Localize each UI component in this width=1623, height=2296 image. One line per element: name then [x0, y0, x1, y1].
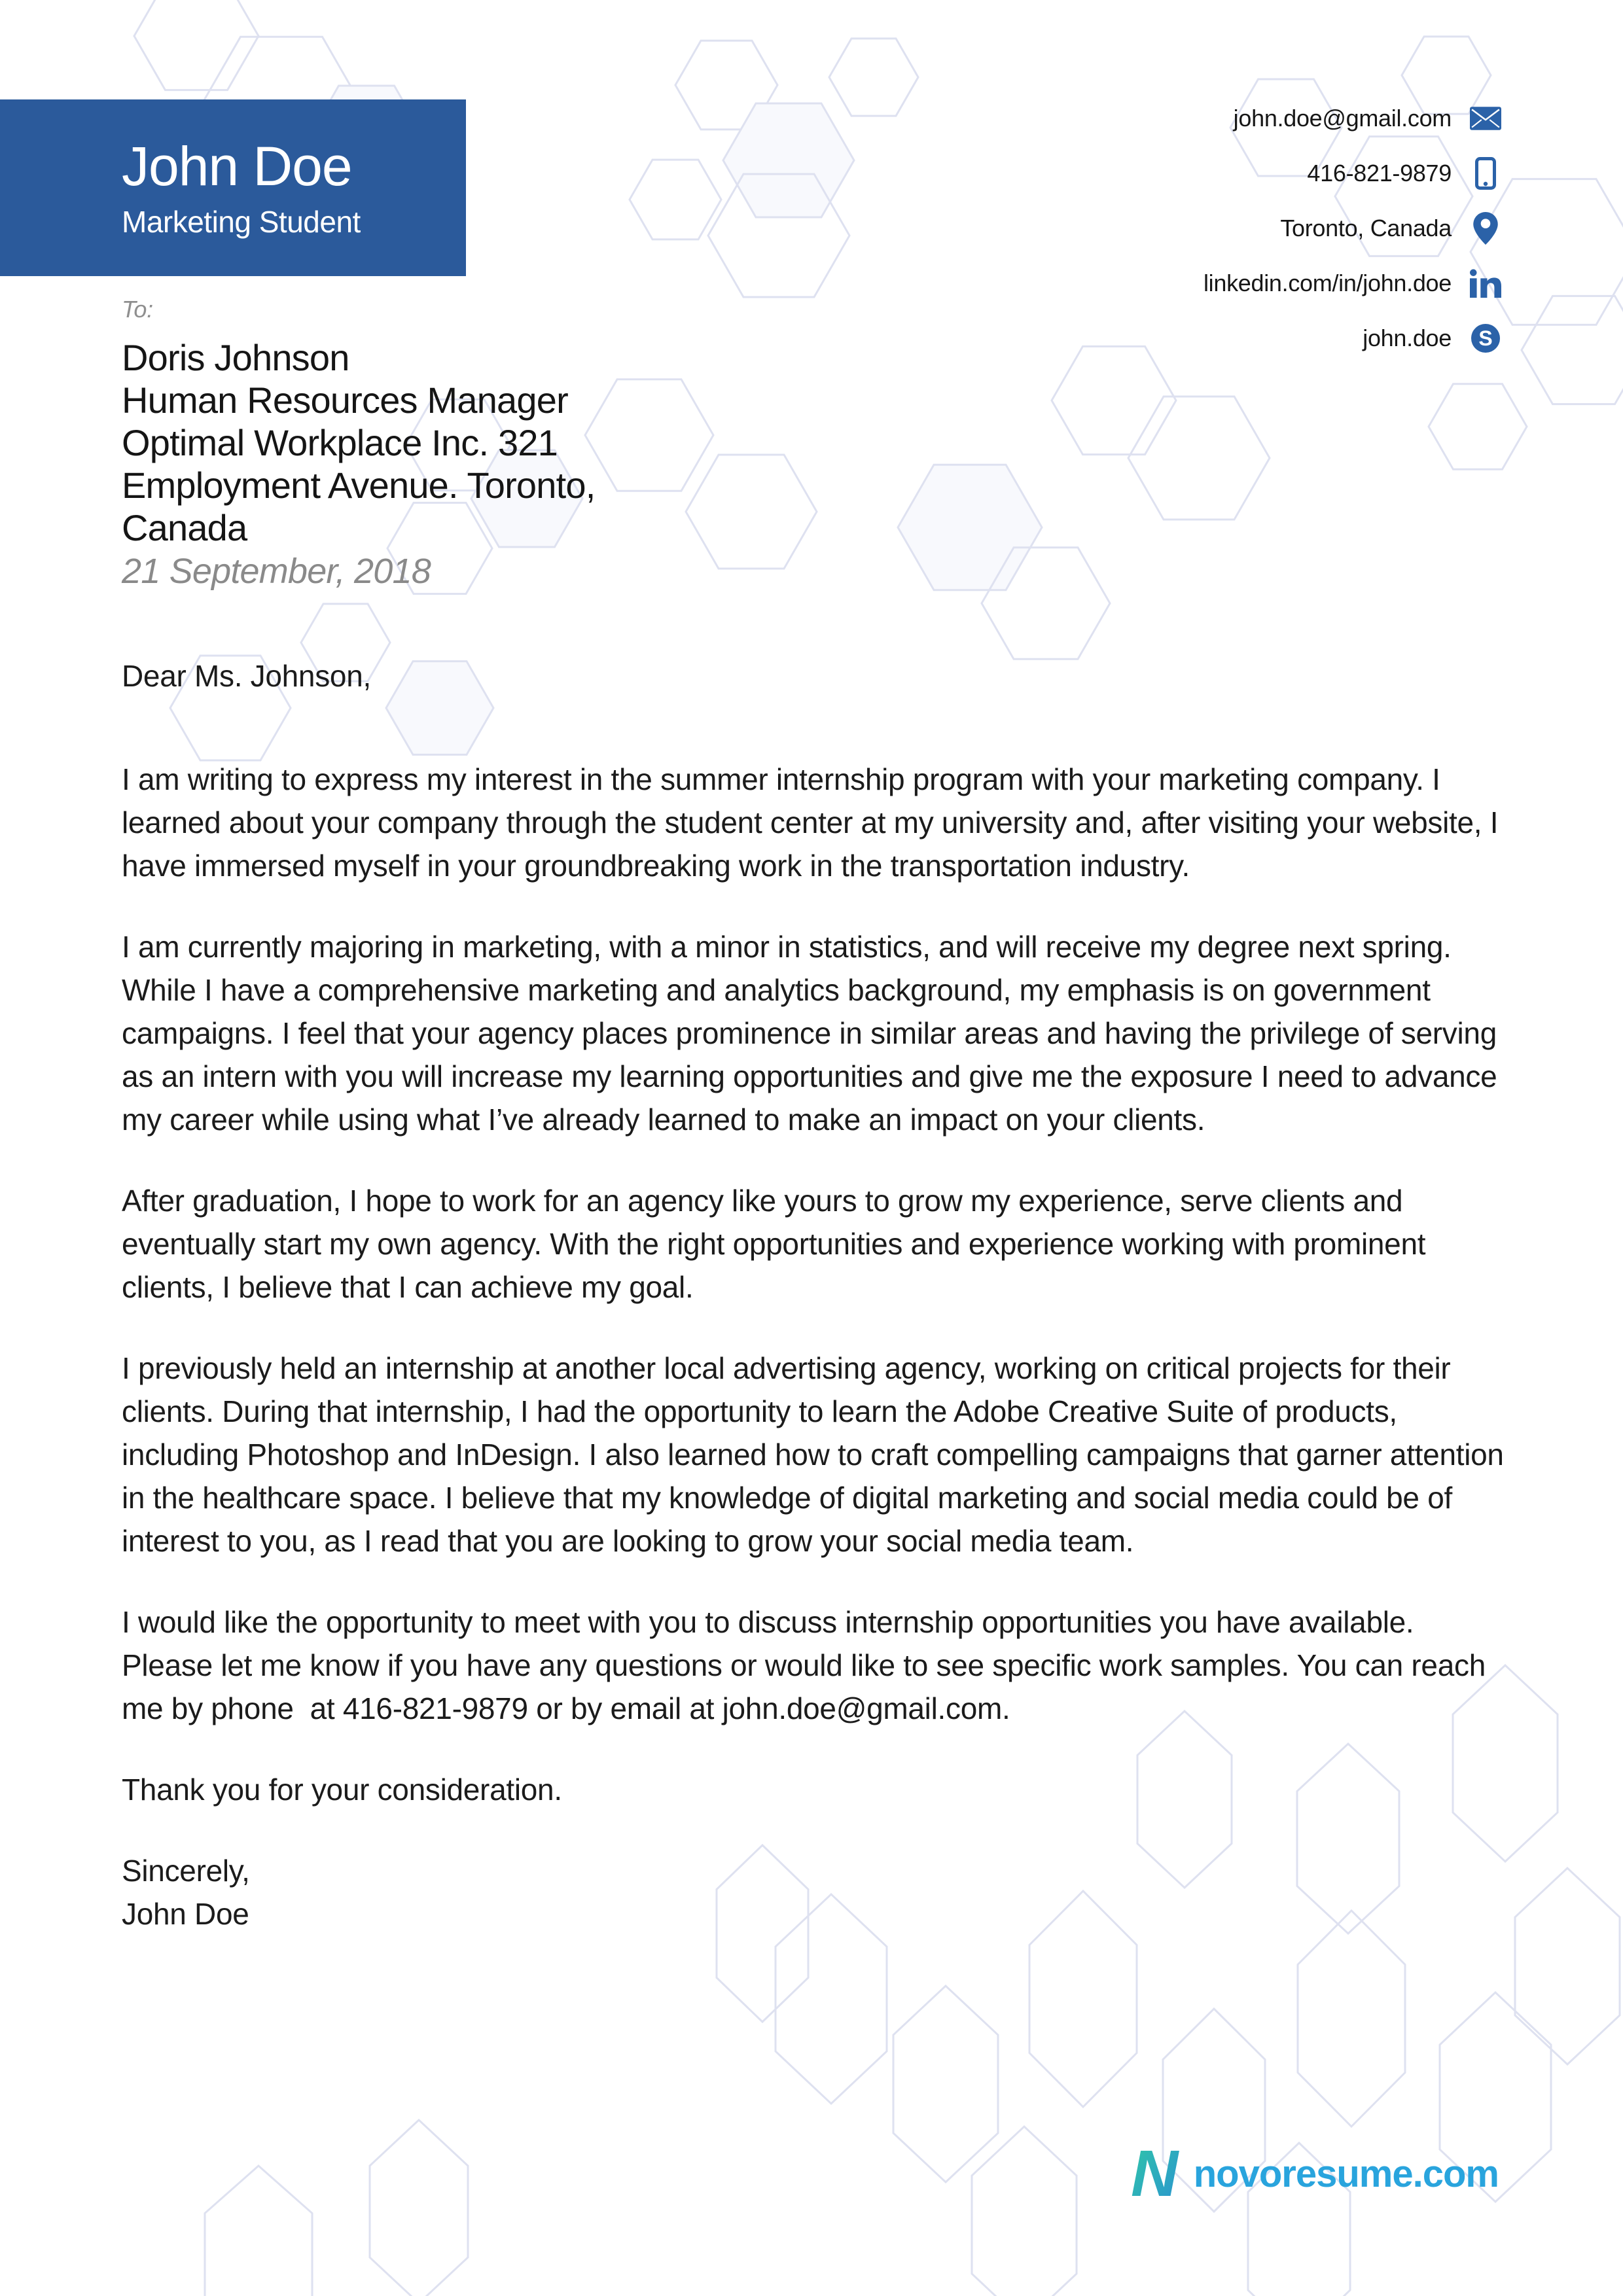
sender-job-title: Marketing Student — [122, 204, 361, 239]
letter-body — [122, 654, 1512, 1935]
location-icon — [1470, 213, 1501, 244]
recipient-company: Optimal Workplace Inc. 321 — [122, 422, 558, 463]
sender-name: John Doe — [122, 135, 352, 197]
recipient-block — [122, 296, 685, 593]
salutation: Dear Ms. Johnson, — [122, 659, 371, 693]
letter-header — [0, 99, 466, 276]
signature: John Doe — [122, 1897, 249, 1931]
contact-row-linkedin — [1204, 267, 1501, 300]
linkedin-value: linkedin.com/in/john.doe — [1203, 270, 1452, 296]
svg-text:N: N — [1130, 2141, 1178, 2204]
skype-value: john.doe — [1363, 325, 1452, 351]
paragraph-3: After graduation, I hope to work for an agency like yours to grow my experience, serve clients and eventually start my own agency. With the right opportunities and experience working with prominent clients, I believe that I can achieve my goal. — [122, 1184, 1434, 1304]
paragraph-thanks: Thank you for your consideration. — [122, 1773, 562, 1807]
contact-row-email — [1234, 102, 1501, 135]
novoresume-wordmark: novoresume.com — [1193, 2153, 1499, 2195]
linkedin-icon — [1470, 268, 1501, 299]
location-value: Toronto, Canada — [1280, 215, 1452, 241]
contact-list — [1204, 102, 1501, 377]
paragraph-2: I am currently majoring in marketing, with a minor in statistics, and will receive my degree next spring. While I have a comprehensive marketing and analytics background, my emphasis is on government campaigns. I feel that your agency places prominence in similar areas and having the privilege of serving as an intern with you will increase my learning opportunities and give me the exposure I need to advance my career while using what I’ve already learned to make an impact on your clients. — [122, 930, 1505, 1137]
recipient-country: Canada — [122, 507, 247, 548]
contact-row-location — [1280, 212, 1501, 245]
paragraph-4: I previously held an internship at another local advertising agency, working on critical projects for their clients. During that internship, I had the opportunity to learn the Adobe Creative Suite of products, including Photoshop and InDesign. I also learned how to craft compelling campaigns that garner attention in the healthcare space. I believe that my knowledge of digital marketing and social media could be of interest to you, as I read that you are looking to grow your social media team. — [122, 1351, 1512, 1558]
phone-value: 416-821-9879 — [1307, 160, 1452, 186]
paragraph-5: I would like the opportunity to meet with you to discuss internship opportunities you have available. Please let me know if you have any questions or would like to see specific work samples. You can reach me by phone at 416-821-9879 or by email at john.doe@gmail.com. — [122, 1605, 1494, 1725]
recipient-name: Doris Johnson — [122, 337, 349, 378]
letter-date: 21 September, 2018 — [122, 552, 431, 591]
closing: Sincerely, — [122, 1854, 250, 1888]
email-icon — [1470, 103, 1501, 134]
skype-icon — [1470, 323, 1501, 354]
paragraph-1: I am writing to express my interest in the summer internship program with your marketing company. I learned about your company through the student center at my university and, after visiting your website, I have immersed myself in your groundbreaking work in the transportation industry. — [122, 762, 1507, 883]
svg-text:S: S — [1478, 327, 1493, 350]
phone-icon — [1470, 158, 1501, 189]
recipient-title: Human Resources Manager — [122, 380, 568, 421]
brand-logo — [1131, 2141, 1499, 2207]
contact-row-skype — [1363, 322, 1501, 355]
email-value: john.doe@gmail.com — [1233, 105, 1452, 132]
closing-block — [122, 1849, 1507, 1935]
contact-row-phone — [1307, 157, 1501, 190]
novoresume-n-icon — [1131, 2141, 1185, 2207]
to-label: To: — [122, 296, 153, 323]
recipient-address: Employment Avenue. Toronto, — [122, 465, 596, 506]
